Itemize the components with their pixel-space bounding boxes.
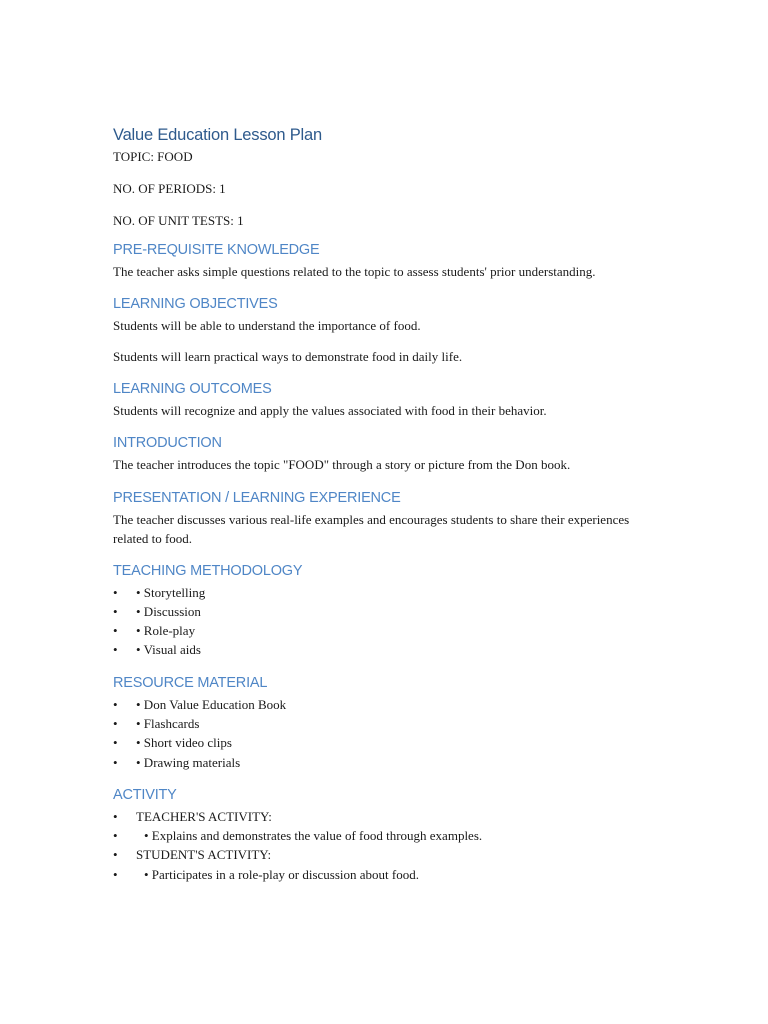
document-body [113, 124, 653, 897]
list-item-text: • Discussion [136, 603, 201, 619]
list-item-text: • Storytelling [136, 584, 206, 600]
list-item [113, 583, 653, 602]
list-item-text: • Flashcards [136, 715, 200, 731]
objective-item: Students will be able to understand the importance of food. [113, 317, 421, 333]
bullet-icon: • [113, 603, 118, 619]
bullet-icon: • [113, 696, 118, 712]
presentation-text: The teacher discusses various real-life examples and encourages students to share their experiences related to food. [113, 511, 630, 546]
list-item [113, 733, 653, 752]
list-item [113, 695, 653, 714]
prerequisite-heading: PRE-REQUISITE KNOWLEDGE [113, 242, 320, 258]
bullet-icon: • [113, 847, 118, 863]
bullet-icon: • [113, 866, 118, 882]
list-item [113, 621, 653, 640]
list-item-text: • Visual aids [136, 642, 201, 658]
list-item-text: STUDENT'S ACTIVITY: [136, 847, 272, 863]
presentation-heading: PRESENTATION / LEARNING EXPERIENCE [113, 489, 401, 506]
bullet-icon: • [113, 754, 118, 770]
list-item-text: • Don Value Education Book [136, 696, 287, 712]
bullet-icon: • [113, 584, 118, 600]
list-item [113, 602, 653, 621]
bullet-icon: • [113, 808, 118, 824]
document-title: Value Education Lesson Plan [113, 126, 322, 144]
unit-tests-line: NO. OF UNIT TESTS: 1 [113, 213, 244, 228]
list-item [113, 640, 653, 659]
list-item-text: • Short video clips [136, 735, 232, 751]
periods-line: NO. OF PERIODS: 1 [113, 181, 226, 196]
list-item-text: • Explains and demonstrates the value of food through examples. [144, 828, 483, 844]
list-item-text: • Drawing materials [136, 754, 241, 770]
introduction-heading: INTRODUCTION [113, 435, 222, 451]
activity-heading: ACTIVITY [113, 786, 177, 803]
bullet-icon: • [113, 623, 118, 639]
bullet-icon: • [113, 642, 118, 658]
list-item [113, 845, 653, 864]
list-item [113, 807, 653, 826]
bullet-icon: • [113, 828, 118, 844]
list-item [113, 826, 653, 845]
methodology-heading: TEACHING METHODOLOGY [113, 562, 303, 579]
list-item-text: • Role-play [136, 623, 196, 639]
outcomes-text: Students will recognize and apply the values associated with food in their behavior. [113, 402, 547, 418]
objective-item: Students will learn practical ways to demonstrate food in daily life. [113, 349, 463, 364]
methodology-list [113, 583, 653, 660]
introduction-text: The teacher introduces the topic "FOOD" through a story or picture from the Don book. [113, 457, 571, 472]
outcomes-heading: LEARNING OUTCOMES [113, 380, 272, 397]
prerequisite-text: The teacher asks simple questions related to the topic to assess students' prior understanding. [113, 264, 596, 279]
list-item [113, 753, 653, 772]
topic-line: TOPIC: FOOD [113, 149, 193, 164]
list-item-text: • Participates in a role-play or discussion about food. [144, 866, 419, 882]
bullet-icon: • [113, 735, 118, 751]
list-item [113, 865, 653, 884]
resources-list [113, 695, 653, 772]
bullet-icon: • [113, 715, 118, 731]
objectives-heading: LEARNING OBJECTIVES [113, 295, 278, 312]
list-item-text: TEACHER'S ACTIVITY: [136, 808, 272, 824]
resources-heading: RESOURCE MATERIAL [113, 674, 268, 691]
list-item [113, 714, 653, 733]
activity-list [113, 807, 653, 884]
